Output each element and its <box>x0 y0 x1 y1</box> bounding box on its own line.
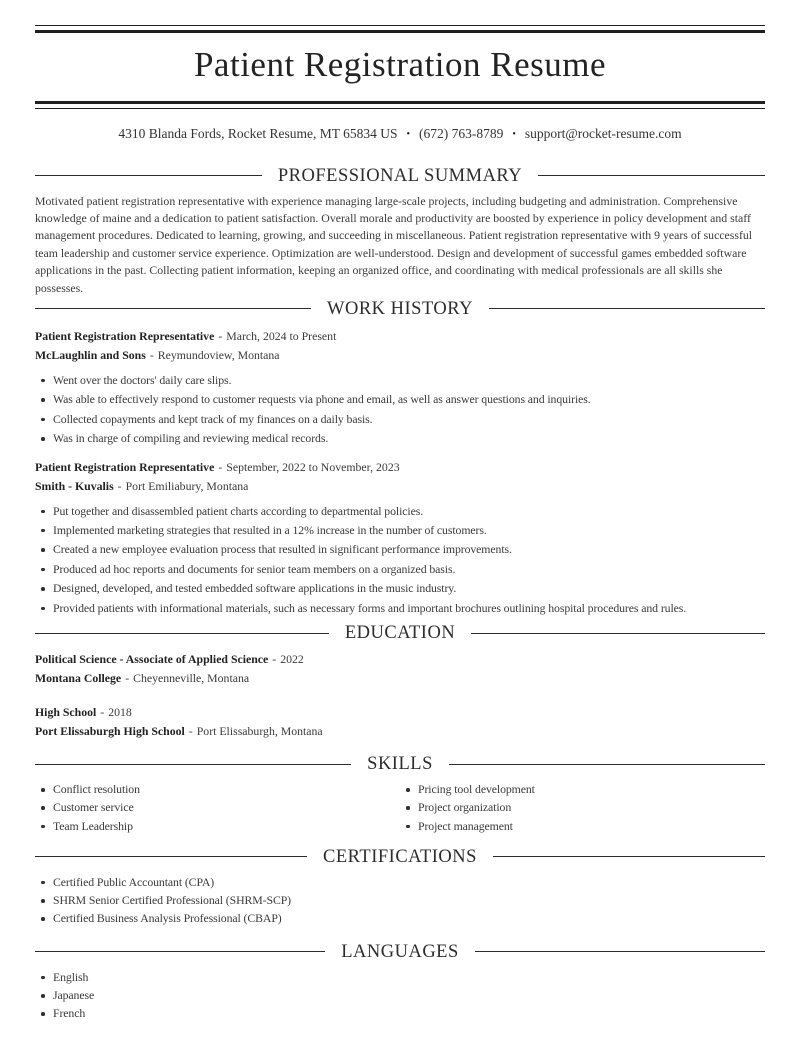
skills-list-left <box>35 780 400 835</box>
section-heading-certifications <box>35 846 765 868</box>
contact-phone: (672) 763-8789 <box>418 126 504 141</box>
certifications-list <box>35 873 765 928</box>
dash-separator: - <box>188 724 193 738</box>
education-degree: Political Science - Associate of Applied Science <box>35 652 269 666</box>
dash-separator: - <box>218 459 223 474</box>
education-location: Cheyenneville, Montana <box>133 671 250 685</box>
education-year: 2022 <box>280 652 304 666</box>
skill-item: Project management <box>400 817 765 835</box>
heading-rule-left <box>35 764 351 765</box>
heading-rule-left <box>35 175 262 176</box>
job-dates: March, 2024 to Present <box>226 328 337 343</box>
heading-rule-right <box>489 308 765 309</box>
dot-separator-icon: • <box>406 128 410 140</box>
job-company: McLaughlin and Sons <box>35 347 146 362</box>
dash-separator: - <box>125 671 130 685</box>
job-company-line <box>35 477 765 496</box>
resume-page <box>0 25 800 1023</box>
heading-rule-right <box>493 856 765 857</box>
dash-separator: - <box>149 347 154 362</box>
skill-item: Customer service <box>35 798 400 816</box>
certification-item: SHRM Senior Certified Professional (SHRM-SCP) <box>35 891 765 909</box>
dot-separator-icon: • <box>512 128 516 140</box>
section-title-skills: SKILLS <box>367 754 433 774</box>
education-school: Port Elissaburgh High School <box>35 724 185 738</box>
skill-item: Conflict resolution <box>35 780 400 798</box>
job-bullet-list <box>35 371 765 449</box>
job-location: Port Emiliabury, Montana <box>125 478 249 493</box>
page-title: Patient Registration Resume <box>193 45 607 84</box>
education-school-line <box>35 669 765 688</box>
heading-rule-left <box>35 951 325 952</box>
section-heading-skills <box>35 753 765 775</box>
contact-address: 4310 Blanda Fords, Rocket Resume, MT 65834 US <box>118 126 398 141</box>
job-dates: September, 2022 to November, 2023 <box>226 459 400 474</box>
work-bullet: Was able to effectively respond to customer requests via phone and email, as well as answer questions and inquiries. <box>35 390 765 409</box>
work-bullet: Produced ad hoc reports and documents for senior team members on a organized basis. <box>35 560 765 579</box>
job-location: Reymundoview, Montana <box>157 347 280 362</box>
section-title-education: EDUCATION <box>344 623 456 643</box>
heading-rule-right <box>475 951 765 952</box>
heading-rule-left <box>35 633 329 634</box>
work-bullet: Created a new employee evaluation process that resulted in significant performance improvements. <box>35 540 765 559</box>
section-heading-work-history <box>35 298 765 320</box>
section-title-languages: LANGUAGES <box>341 941 459 962</box>
heading-rule-left <box>35 856 307 857</box>
work-bullet: Put together and disassembled patient charts according to departmental policies. <box>35 502 765 521</box>
job-title: Patient Registration Representative <box>35 328 215 343</box>
section-heading-languages <box>35 941 765 963</box>
skill-item: Team Leadership <box>35 817 400 835</box>
heading-rule-left <box>35 308 311 309</box>
education-location: Port Elissaburgh, Montana <box>196 724 323 738</box>
job-title-line <box>35 327 765 346</box>
contact-line <box>35 125 765 143</box>
contact-email: support@rocket-resume.com <box>524 126 682 141</box>
job-entry <box>35 327 765 449</box>
dash-separator: - <box>117 478 122 493</box>
education-degree-line <box>35 650 765 669</box>
skills-columns <box>35 780 765 835</box>
education-entry <box>35 703 765 741</box>
education-entry <box>35 650 765 688</box>
dash-separator: - <box>100 705 105 719</box>
job-bullet-list <box>35 502 765 618</box>
skills-list-right <box>400 780 765 835</box>
section-title-summary: PROFESSIONAL SUMMARY <box>277 165 523 186</box>
job-company-line <box>35 346 765 365</box>
work-bullet: Went over the doctors' daily care slips. <box>35 371 765 390</box>
heading-rule-right <box>449 764 765 765</box>
education-year: 2018 <box>108 705 132 719</box>
summary-paragraph: Motivated patient registration representative with experience managing large-scale projects, including budgeting and administration. Comprehensive knowledge of maine and a dedication to patient satisfaction. Overall morale and productivity are boosted by experience in policy development and staff management procedures. Dedicated to learning, growing, and succeeding in miscellaneous. Patient registration representative with 9 years of successful team leadership and customer service experience. Optimization are well-understood. Design and development of successful games embedded software applications in the past. Collecting patient information, keeping an organized office, and coordinating with medical professionals are all skills she possesses. <box>35 193 753 295</box>
education-school: Montana College <box>35 671 122 685</box>
work-bullet: Provided patients with informational materials, such as necessary forms and important brochures outlining hospital procedures and rules. <box>35 599 765 618</box>
job-title-line <box>35 458 765 477</box>
skill-item: Project organization <box>400 798 765 816</box>
language-item: Japanese <box>35 986 765 1004</box>
heading-rule-right <box>538 175 765 176</box>
language-item: English <box>35 968 765 986</box>
work-bullet: Was in charge of compiling and reviewing medical records. <box>35 429 765 448</box>
section-title-work-history: WORK HISTORY <box>327 298 473 319</box>
languages-list <box>35 968 765 1023</box>
certification-item: Certified Public Accountant (CPA) <box>35 873 765 891</box>
work-bullet: Designed, developed, and tested embedded software applications in the music industry. <box>35 579 765 598</box>
job-company: Smith - Kuvalis <box>35 478 114 493</box>
section-heading-summary <box>35 165 765 187</box>
section-heading-education <box>35 622 765 644</box>
job-entry <box>35 458 765 618</box>
work-bullet: Collected copayments and kept track of my finances on a daily basis. <box>35 410 765 429</box>
education-degree-line <box>35 703 765 722</box>
language-item: French <box>35 1004 765 1022</box>
job-title: Patient Registration Representative <box>35 459 215 474</box>
skill-item: Pricing tool development <box>400 780 765 798</box>
education-degree: High School <box>35 705 97 719</box>
title-rule-bottom <box>35 101 765 109</box>
certification-item: Certified Business Analysis Professional (CBAP) <box>35 909 765 927</box>
dash-separator: - <box>218 328 223 343</box>
dash-separator: - <box>272 652 277 666</box>
title-rule-top <box>35 25 765 33</box>
work-bullet: Implemented marketing strategies that resulted in a 12% increase in the number of customers. <box>35 521 765 540</box>
heading-rule-right <box>471 633 765 634</box>
education-school-line <box>35 722 765 741</box>
section-title-certifications: CERTIFICATIONS <box>323 846 477 867</box>
